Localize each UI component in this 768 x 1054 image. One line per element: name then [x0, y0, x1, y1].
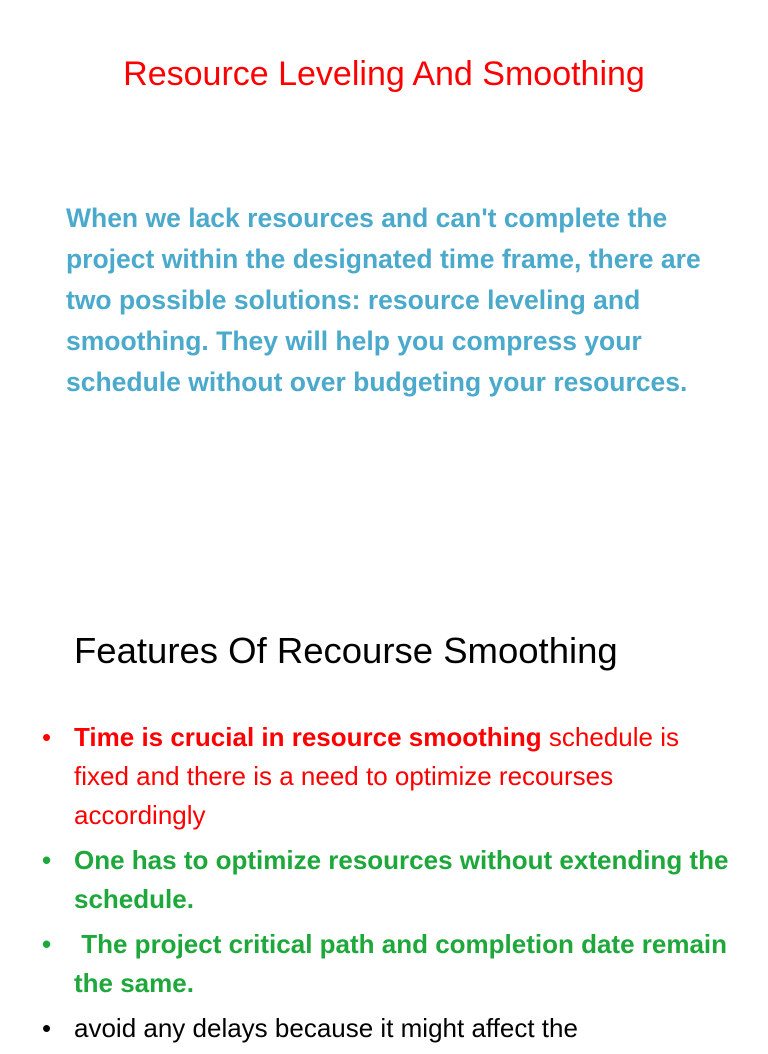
slide-features-smoothing	[0, 590, 768, 1043]
bullet-icon: •	[42, 722, 52, 752]
bullet-list	[0, 718, 768, 1054]
bullet-item	[0, 925, 768, 1003]
bullet-item	[0, 1009, 768, 1048]
slide-title: Features Of Recourse Smoothing	[74, 630, 618, 671]
slide-title: Resource Leveling And Smoothing	[123, 55, 645, 93]
bullet-text: avoid any delays because it might affect the	[74, 1013, 578, 1043]
bullet-emphasis: Time is crucial in resource smoothing	[74, 722, 542, 752]
bullet-icon: •	[42, 845, 52, 875]
bullet-item	[0, 841, 768, 919]
bullet-icon: •	[42, 929, 52, 959]
bullet-text: The project critical path and completion date remain the same.	[74, 929, 735, 998]
bullet-text: schedule is fixed and there is a need to optimize recourses accordingly	[74, 722, 679, 830]
bullet-item	[0, 718, 768, 835]
bullet-text: One has to optimize resources without extending the schedule.	[74, 845, 729, 914]
bullet-icon: •	[42, 1013, 52, 1043]
intro-paragraph: When we lack resources and can't complete the project within the designated time frame, there are two possible solutions: resource leveling and smoothing. They will help you compress your schedule without over budgeting your resources.	[66, 203, 701, 397]
